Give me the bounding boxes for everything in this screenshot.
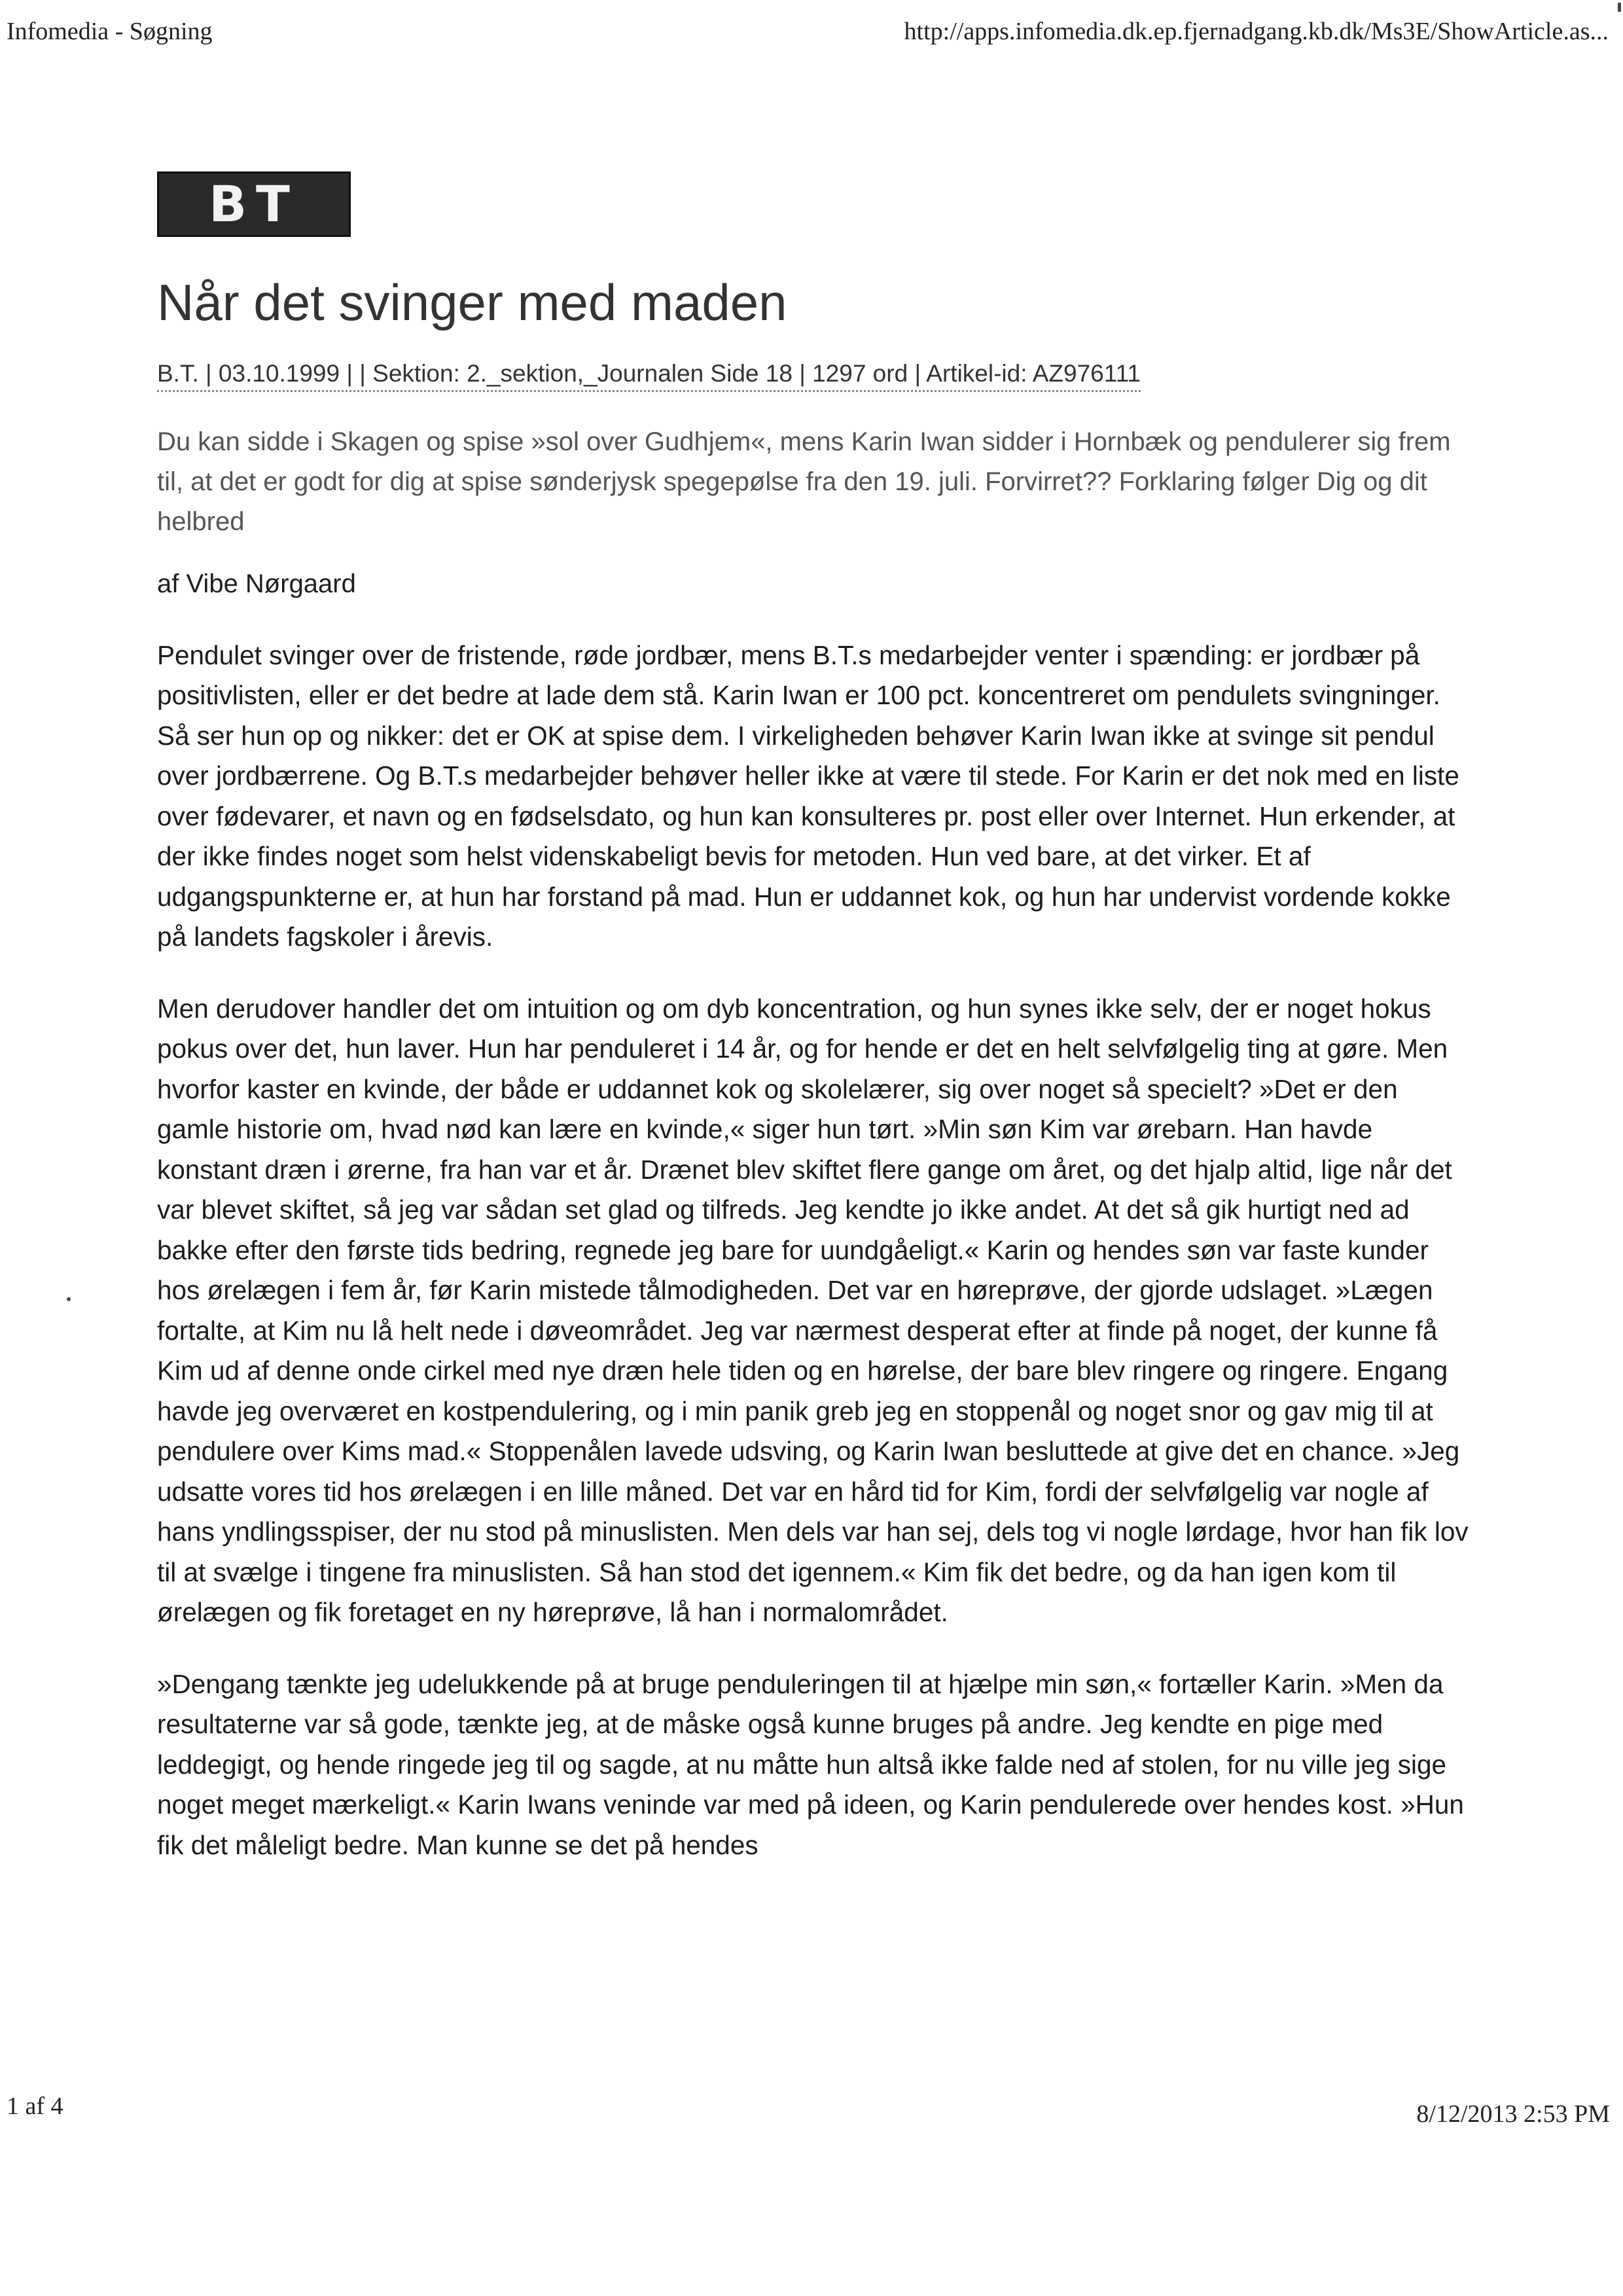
- article-meta: B.T. | 03.10.1999 | | Sektion: 2._sektion,_Journalen Side 18 | 1297 ord | Artikel-id: AZ976111: [157, 360, 1141, 392]
- article-byline: af Vibe Nørgaard: [157, 569, 356, 598]
- print-header-url: http://apps.infomedia.dk.ep.fjernadgang.kb.dk/Ms3E/ShowArticle.as...: [904, 18, 1609, 45]
- article-paragraph-1: Pendulet svinger over de fristende, røde jordbær, mens B.T.s medarbejder venter i spænding: er jordbær på positivlisten, eller er det bedre at lade dem stå. Karin Iwan er 100 pct. koncentreret om pendulets svingninger. Så ser hun op og nikker: det er OK at spise dem. I virkeligheden behøver Karin Iwan ikke at svinge sit pendul over jordbærrene. Og B.T.s medarbejder behøver heller ikke at være til stede. For Karin er det nok med en liste over fødevarer, et navn og en fødselsdato, og hun kan konsulteres pr. post eller over Internet. Hun erkender, at der ikke findes noget som helst videnskabeligt bevis for metoden. Hun ved bare, at det virker. Et af udgangspunkterne er, at hun har forstand på mad. Hun er uddannet kok, og hun har undervist vordende kokke på landets fagskoler i årevis.: [157, 639, 1459, 952]
- page-count: 1 af 4: [7, 2092, 63, 2120]
- print-header-title: Infomedia - Søgning: [7, 18, 213, 45]
- bt-logo-text: BT: [209, 175, 299, 233]
- article-paragraph-2: Men derudover handler det om intuition og om dyb koncentration, og hun synes ikke selv, der er noget hokus pokus over det, hun laver. Hun har penduleret i 14 år, og for hende er det en helt selvfølgelig ting at gøre. Men hvorfor kaster en kvinde, der både er uddannet kok og skolelærer, sig over noget så specielt? »Det er den gamle historie om, hvad nød kan lære en kvinde,« siger hun tørt. »Min søn Kim var ørebarn. Han havde konstant dræn i ørerne, fra han var et år. Drænet blev skiftet flere gange om året, og det hjalp altid, lige når det var blevet skiftet, så jeg var sådan set glad og tilfreds. Jeg kendte jo ikke andet. At det så gik hurtigt ned ad bakke efter den første tids bedring, regnede jeg bare for uundgåeligt.« Karin og hendes søn var faste kunder hos ørelægen i fem år, før Karin mistede tålmodigheden. Det var en høreprøve, der gjorde udslaget. »Lægen fortalte, at Kim nu lå helt nede i døveområdet. Jeg var nærmest desperat efter at finde på noget, der kunne få Kim ud af denne onde cirkel med nye dræn hele tiden og en hørelse, der bare blev ringere og ringere. Engang havde jeg overværet en kostpendulering, og i min panik greb jeg en stoppenål og noget snor og gav mig til at pendulere over Kims mad.« Stoppenålen lavede udsving, og Karin Iwan besluttede at give det en chance. »Jeg udsatte vores tid hos ørelægen i en lille måned. Det var en hård tid for Kim, fordi der selvfølgelig var nogle af hans yndlingsspiser, der nu stod på minuslisten. Men dels var han sej, dels tog vi nogle lørdage, hvor han fik lov til at svælge i tingene fra minuslisten. Så han stod det igennem.« Kim fik det bedre, og da han igen kom til ørelægen og fik foretaget en ny høreprøve, lå han i normalområdet.: [157, 993, 1469, 1628]
- print-timestamp: 8/12/2013 2:53 PM: [1416, 2100, 1610, 2128]
- article: [157, 171, 1472, 1865]
- article-lead: Du kan sidde i Skagen og spise »sol over Gudhjem«, mens Karin Iwan sidder i Hornbæk og pendulerer sig frem til, at det er godt for dig at spise sønderjysk spegepølse fra den 19. juli. Forvirret?? Forklaring følger Dig og dit helbred: [157, 427, 1451, 536]
- article-title: Når det svinger med maden: [157, 274, 787, 331]
- bt-logo: [157, 171, 351, 237]
- scan-artifact: [67, 1297, 71, 1301]
- scan-artifact: [1618, 3, 1621, 12]
- article-paragraph-3: »Dengang tænkte jeg udelukkende på at bruge penduleringen til at hjælpe min søn,« fortæller Karin. »Men da resultaterne var så gode, tænkte jeg, at de måske også kunne bruges på andre. Jeg kendte en pige med leddegigt, og hende ringede jeg til og sagde, at nu måtte hun altså ikke falde ned af stolen, for nu ville jeg sige noget meget mærkeligt.« Karin Iwans veninde var med på ideen, og Karin pendulerede over hendes kost. »Hun fik det måleligt bedre. Man kunne se det på hendes: [157, 1668, 1464, 1860]
